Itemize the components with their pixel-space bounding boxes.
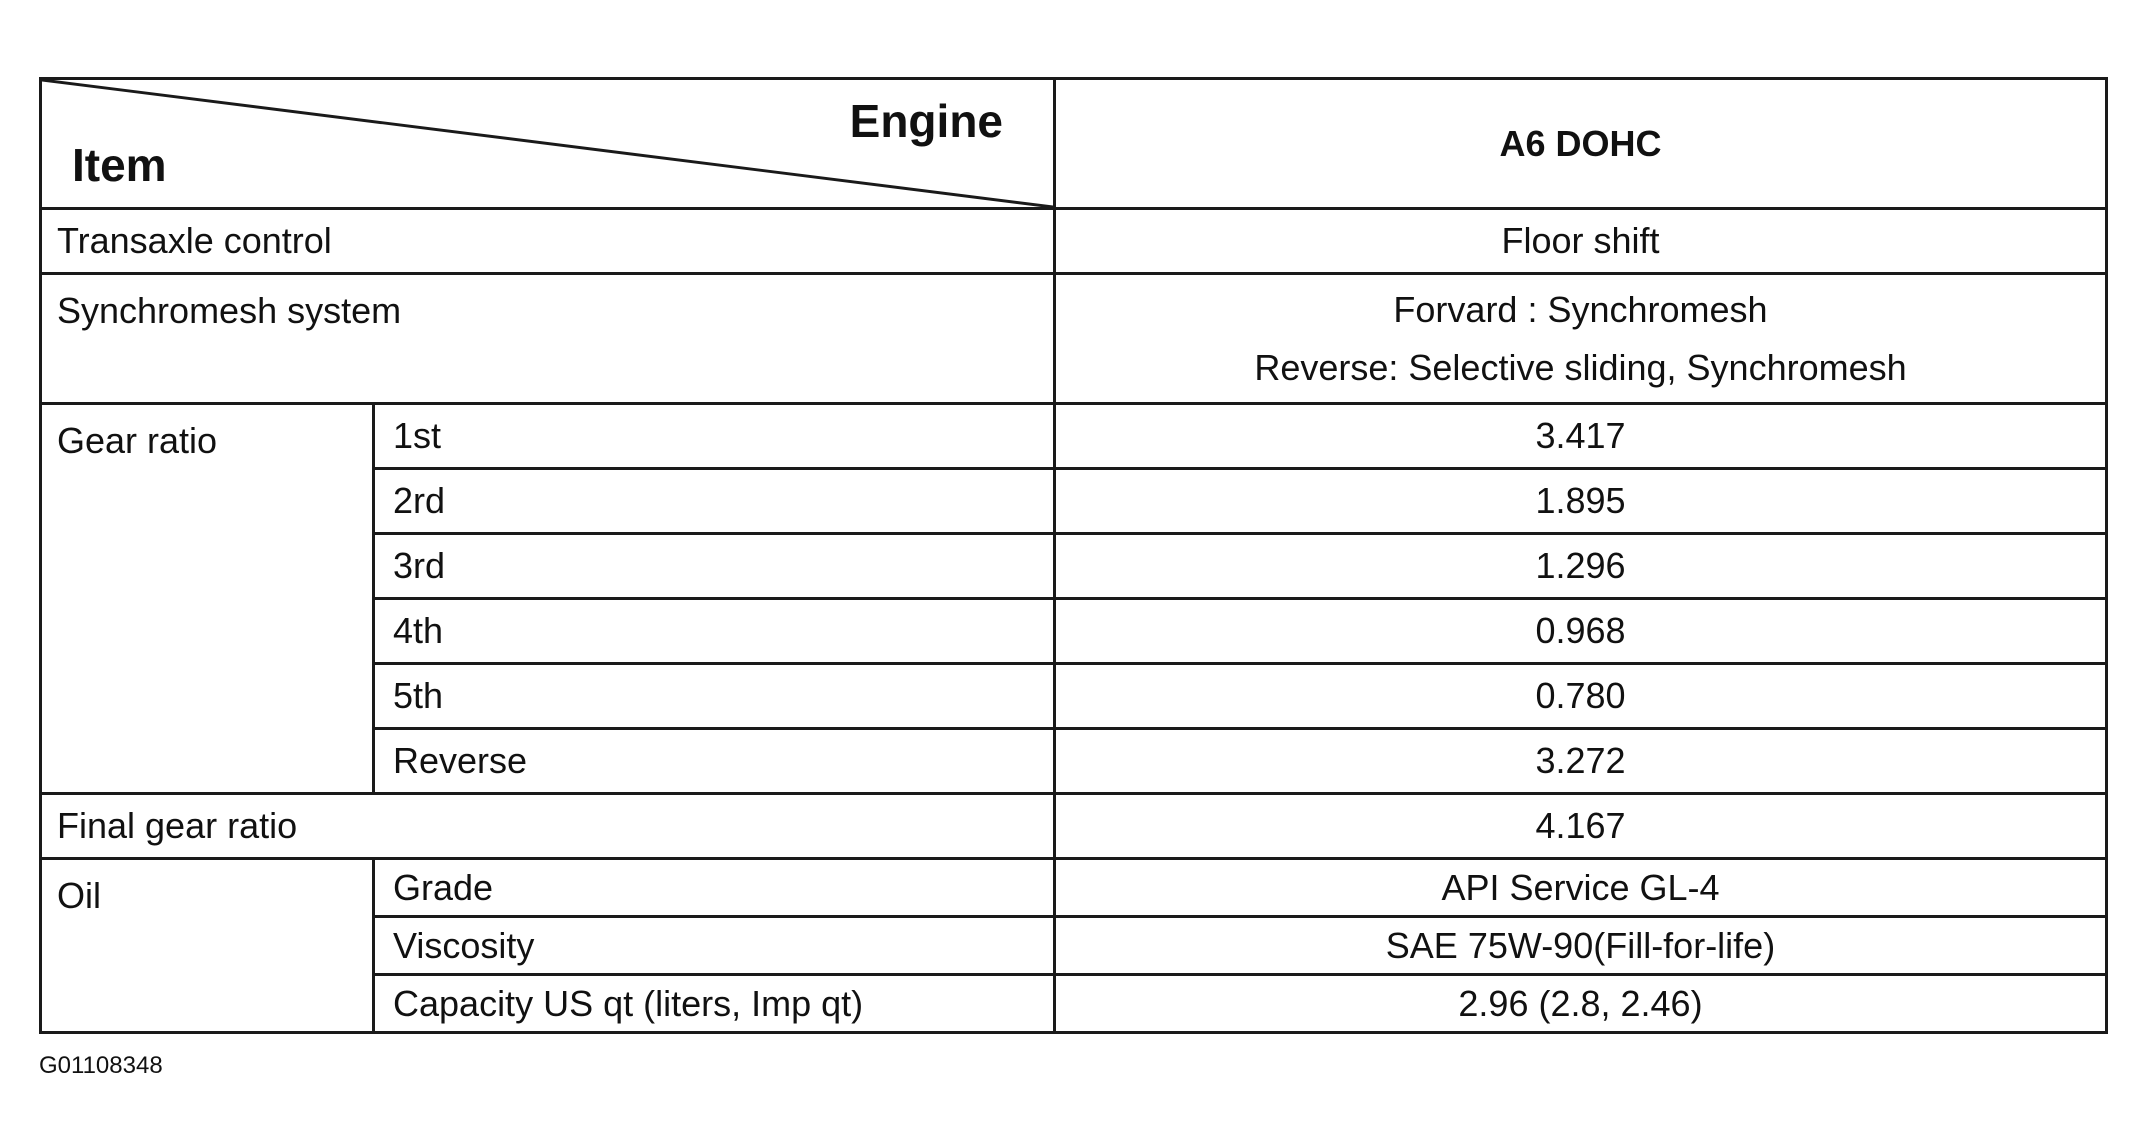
gear-name: 5th xyxy=(374,664,1055,729)
header-row xyxy=(41,79,2107,209)
table-row xyxy=(41,209,2107,274)
synchromesh-label: Synchromesh system xyxy=(41,274,1055,404)
transaxle-control-value: Floor shift xyxy=(1055,209,2107,274)
gear-value: 1.296 xyxy=(1055,534,2107,599)
spec-table xyxy=(39,77,2108,1034)
gear-value: 1.895 xyxy=(1055,469,2107,534)
header-engine-label: Engine xyxy=(849,95,1003,147)
final-gear-ratio-label: Final gear ratio xyxy=(41,794,1055,859)
header-model: A6 DOHC xyxy=(1055,79,2107,209)
header-item-label: Item xyxy=(72,138,167,191)
synchromesh-forward: Forvard : Synchromesh xyxy=(1393,288,1768,330)
table-row xyxy=(41,859,2107,917)
gear-value: 3.272 xyxy=(1055,729,2107,794)
oil-item-value: API Service GL-4 xyxy=(1055,859,2107,917)
transaxle-control-label: Transaxle control xyxy=(41,209,1055,274)
oil-item-name: Viscosity xyxy=(374,917,1055,975)
oil-item-name: Capacity US qt (liters, Imp qt) xyxy=(374,975,1055,1033)
table-row xyxy=(41,794,2107,859)
oil-label: Oil xyxy=(41,859,374,1033)
figure-id: G01108348 xyxy=(39,1052,163,1079)
gear-ratio-label: Gear ratio xyxy=(41,404,374,794)
oil-item-name: Grade xyxy=(374,859,1055,917)
table-row xyxy=(41,274,2107,404)
gear-name: 4th xyxy=(374,599,1055,664)
header-diagonal-cell xyxy=(41,79,1055,209)
gear-value: 0.968 xyxy=(1055,599,2107,664)
synchromesh-reverse: Reverse: Selective sliding, Synchromesh xyxy=(1254,346,1907,388)
oil-item-value: SAE 75W-90(Fill-for-life) xyxy=(1055,917,2107,975)
gear-name: 1st xyxy=(374,404,1055,469)
gear-value: 3.417 xyxy=(1055,404,2107,469)
synchromesh-value xyxy=(1055,274,2107,404)
gear-name: Reverse xyxy=(374,729,1055,794)
table-row xyxy=(41,404,2107,469)
final-gear-ratio-value: 4.167 xyxy=(1055,794,2107,859)
gear-name: 2rd xyxy=(374,469,1055,534)
oil-item-value: 2.96 (2.8, 2.46) xyxy=(1055,975,2107,1033)
gear-name: 3rd xyxy=(374,534,1055,599)
gear-value: 0.780 xyxy=(1055,664,2107,729)
